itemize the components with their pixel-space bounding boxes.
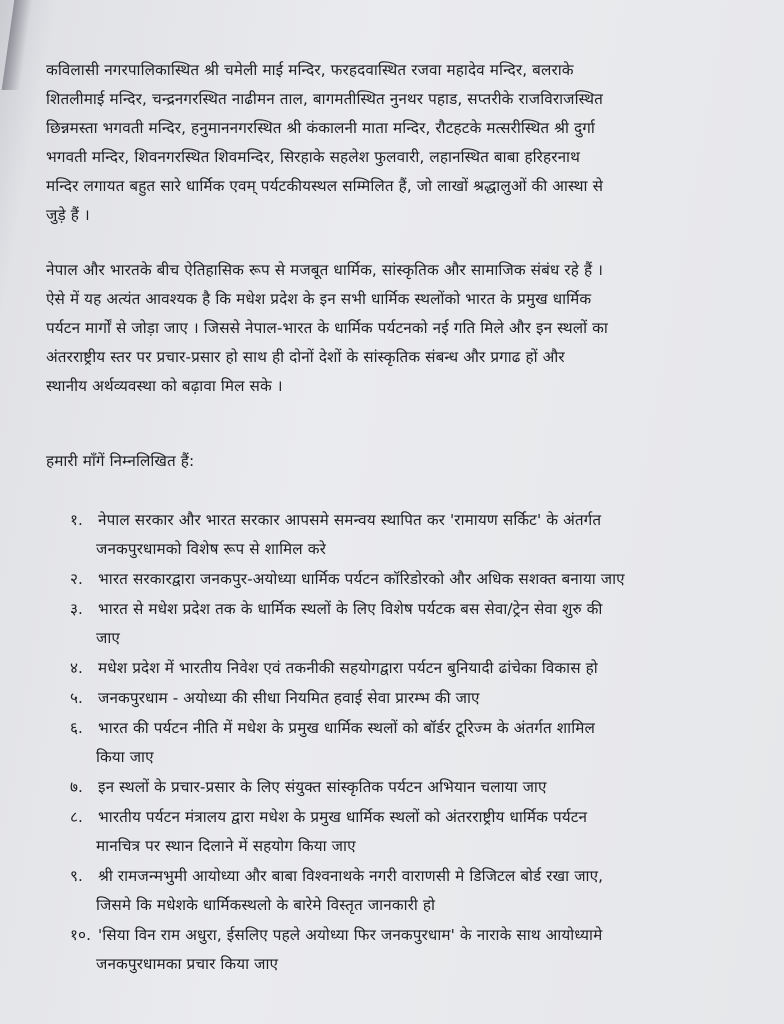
paragraph-line: जुड़े हैं ।: [46, 206, 90, 224]
item-number: ४.: [70, 659, 84, 677]
item-number: १०.: [70, 926, 92, 944]
item-line: जनकपुरधामको विशेष रूप से शामिल करे: [96, 540, 326, 558]
item-number: ३.: [70, 600, 84, 618]
list-item: [46, 506, 758, 564]
item-line: भारत सरकारद्वारा जनकपुर-अयोध्या धार्मिक पर्यटन कॉरिडोरको और अधिक सशक्त बनाया जाए: [98, 570, 625, 588]
list-item: [46, 714, 758, 772]
item-line: भारत की पर्यटन नीति में मधेश के प्रमुख धार्मिक स्थलों को बॉर्डर टूरिज्म के अंतर्गत शामिल: [98, 719, 595, 737]
list-item: [46, 773, 758, 802]
list-item: [46, 803, 758, 861]
list-item: [46, 565, 758, 594]
paragraph-line: अंतरराष्ट्रीय स्तर पर प्रचार-प्रसार हो साथ ही दोनों देशों के सांस्कृतिक संबन्ध और प्रगाढ हों और: [46, 348, 565, 366]
item-line: जनकपुरधामका प्रचार किया जाए: [96, 955, 279, 973]
paragraph-line: नेपाल और भारतके बीच ऐतिहासिक रूप से मजबूत धार्मिक, सांस्कृतिक और सामाजिक संबंध रहे हैं ।: [46, 261, 604, 279]
item-line: श्री रामजन्मभुमी आयोध्या और बाबा विश्वनाथके नगरी वाराणसी मे डिजिटल बोर्ड रखा जाए,: [98, 867, 604, 885]
item-line: भारतीय पर्यटन मंत्रालय द्वारा मधेश के प्रमुख धार्मिक स्थलों को अंतरराष्ट्रीय धार्मिक पर्यटन: [98, 808, 588, 826]
list-item: [46, 684, 758, 713]
item-line: इन स्थलों के प्रचार-प्रसार के लिए संयुक्त सांस्कृतिक पर्यटन अभियान चलाया जाए: [98, 778, 547, 796]
list-item: [46, 654, 758, 683]
paper-edge-shadow: [2, 0, 33, 90]
paragraph-line: ऐसे में यह अत्यंत आवश्यक है कि मधेश प्रदेश के इन सभी धार्मिक स्थलोंको भारत के प्रमुख धार्मिक: [46, 290, 592, 308]
item-number: ७.: [70, 778, 84, 796]
paragraph-line: पर्यटन मार्गों से जोड़ा जाए । जिससे नेपाल-भारत के धार्मिक पर्यटनको नई गति मिले और इन स्थलों का: [46, 319, 608, 337]
item-line: जाए: [96, 629, 120, 647]
item-number: ६.: [70, 719, 84, 737]
list-item: [46, 595, 758, 653]
item-line: मानचित्र पर स्थान दिलाने में सहयोग किया जाए: [96, 837, 356, 855]
demands-list: [46, 506, 758, 979]
list-item: [46, 862, 758, 920]
paragraph-line: स्थानीय अर्थव्यवस्था को बढ़ावा मिल सके ।: [46, 377, 283, 395]
paragraph-line: मन्दिर लगायत बहुत सारे धार्मिक एवम् पर्यटकीयस्थल सम्मिलित हैं, जो लाखों श्रद्धालुओं की आस्था से: [46, 177, 604, 195]
demands-heading: हमारी माँगें निम्नलिखित हैं:: [46, 452, 195, 470]
list-item: [46, 921, 758, 979]
paragraph-line: शितलीमाई मन्दिर, चन्द्रनगरस्थित नाढीमन ताल, बागमतीस्थित नुनथर पहाड, सप्तरीके राजविराजस्थित: [46, 90, 603, 108]
item-line: किया जाए: [96, 748, 154, 766]
paragraph-temples: [46, 56, 758, 230]
item-line: नेपाल सरकार और भारत सरकार आपसमे समन्वय स्थापित कर 'रामायण सर्किट' के अंतर्गत: [98, 511, 602, 529]
paragraph-line: भगवती मन्दिर, शिवनगरस्थित शिवमन्दिर, सिरहाके सहलेश फुलवारी, लहानस्थित बाबा हरिहरनाथ: [46, 148, 580, 166]
item-line: मधेश प्रदेश में भारतीय निवेश एवं तकनीकी सहयोगद्वारा पर्यटन बुनियादी ढांचेका विकास हो: [98, 659, 598, 677]
item-line: भारत से मधेश प्रदेश तक के धार्मिक स्थलों के लिए विशेष पर्यटक बस सेवा/ट्रेन सेवा शुरु की: [98, 600, 603, 618]
document-content: [46, 56, 758, 994]
item-line: 'सिया विन राम अधुरा, ईसलिए पहले अयोध्या फिर जनकपुरधाम' के नाराके साथ आयोध्यामे: [98, 926, 603, 944]
item-number: ९.: [70, 867, 84, 885]
item-number: ५.: [70, 689, 84, 707]
paragraph-relations: [46, 256, 758, 401]
item-number: ८.: [70, 808, 84, 826]
paragraph-line: कविलासी नगरपालिकास्थित श्री चमेली माई मन्दिर, फरहदवास्थित रजवा महादेव मन्दिर, बलराके: [46, 61, 574, 79]
item-number: २.: [70, 570, 84, 588]
paragraph-line: छिन्नमस्ता भगवती मन्दिर, हनुमाननगरस्थित श्री कंकालनी माता मन्दिर, रौटहटके मत्सरीस्थित श्री दुर्गा: [46, 119, 595, 137]
item-line: जनकपुरधाम - अयोध्या की सीधा नियमित हवाई सेवा प्रारम्भ की जाए: [98, 689, 480, 707]
item-number: १.: [70, 511, 84, 529]
item-line: जिसमे कि मधेशके धार्मिकस्थलो के बारेमे विस्तृत जानकारी हो: [96, 896, 436, 914]
